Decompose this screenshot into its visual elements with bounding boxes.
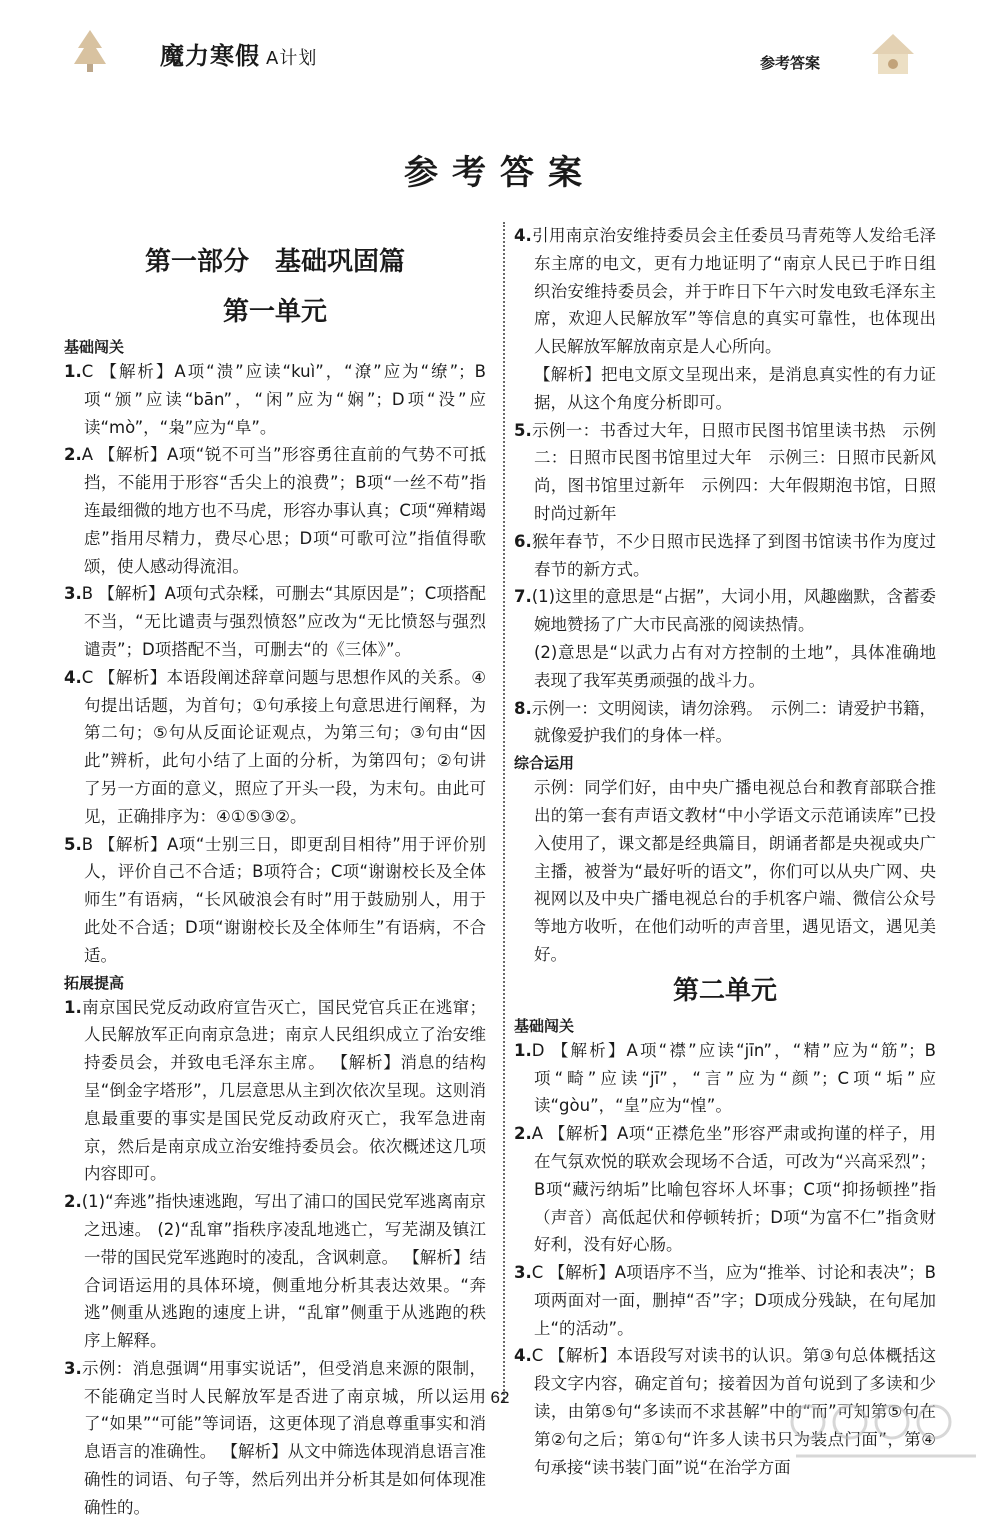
answer-item: 2.A 【解析】A项“锐不可当”形容勇往直前的气势不可抵挡，不能用于形容“舌尖上的浪费”；B项“一丝不苟”指连最细微的地方也不马虎，形容办事认真；C项“殚精竭虑”指用尽精力，费尽心思；D项“可歌可泣”指值得歌颂，使人感动得流泪。	[64, 445, 486, 576]
section-heading: 拓展提高	[64, 973, 125, 992]
house-logo-icon	[868, 30, 918, 82]
answer-list	[64, 994, 486, 1522]
answer-item: 4.引用南京治安维持委员会主任委员马青苑等人发给毛泽东主席的电文，更有力地证明了“南京人民已于昨日组织治安维持委员会，并于昨日下午六时发电致毛泽东主席，欢迎人民解放军”等信息的真实可靠性，也体现出人民解放军解放南京是人心所向。	[514, 226, 936, 357]
answer-item: 1.南京国民党反动政府宣告灭亡，国民党官兵正在逃窜；人民解放军正向南京急进；南京人民组织成立了治安维持委员会，并致电毛泽东主席。 【解析】消息的结构呈“倒金字塔形”，几层意思从主到次依次呈现。这则消息最重要的事实是国民党反动政府灭亡，我军急进南京，然后是南京成立治安维持委员会。依次概述这几项内容即可。	[64, 997, 486, 1184]
column-divider	[503, 222, 505, 1402]
part-title: 第一部分 基础巩固篇	[144, 247, 405, 277]
answer-item: 3.示例：消息强调“用事实说话”，但受消息来源的限制，不能确定当时人民解放军是否进了南京城，所以运用了“如果”“可能”等词语，这更体现了消息尊重事实和消息语言的准确性。 【解析】从文中筛选体现消息语言准确性的词语、句子等，然后列出并分析其是如何体现准确性的。	[64, 1358, 486, 1517]
watermark-logo-icon	[786, 1398, 986, 1468]
brand-title: 魔力寒假 A计划	[160, 42, 318, 70]
answer-list	[514, 222, 936, 750]
answer-item: 3.B 【解析】A项句式杂糅，可删去“其原因是”；C项搭配不当，“无比谴责与强烈愤怒”应改为“无比愤怒与强烈谴责”；D项搭配不当，可删去“的《三体》”。	[64, 584, 486, 659]
answer-item: 1.C 【解析】A项“溃”应读“kuì”，“潦”应为“缭”；B项“颁”应读“bān”，“闲”应为“娴”；D项“没”应读“mò”，“枭”应为“阜”。	[64, 362, 486, 437]
answer-list	[64, 358, 486, 970]
header-section-label: 参考答案	[760, 54, 821, 72]
section-heading: 综合运用	[514, 754, 575, 773]
answer-item: 4.C 【解析】本语段阐述辞章问题与思想作风的关系。④句提出话题，为首句；①句承接上句意思进行阐释，为第二句；⑤句从反面论证观点，为第三句；③句由“因此”辨析，此句小结了上面的分析，为第四句；②句讲了另一方面的意义，照应了开头一段，为末句。由此可见，正确排序为：④①⑤③②。	[64, 667, 486, 826]
tree-logo-icon	[72, 28, 108, 74]
page-number: 62	[490, 1388, 510, 1407]
page-title: 参考答案	[404, 153, 596, 193]
page-header	[0, 0, 1000, 90]
answer-item: 5.示例一：书香过大年，日照市民图书馆里读书热 示例二：日照市民图书馆里过大年 示例三：日照市民新风尚，图书馆里过新年 示例四：大年假期泡书馆，日照时尚过新年	[514, 420, 936, 523]
answer-item: 4.C 【解析】本语段写对读书的认识。第③句总体概括这段文字内容，确定首句；接着因为首句说到了多读和少读，由第⑤句“多读而不求甚解”中的“而”可知第⑤句在第②句之后；第①句“许多人读书只为装点门面”，第④句承接“读书装门面”说“在治学方面	[514, 1346, 936, 1477]
answer-item: 6.猴年春节，不少日照市民选择了到图书馆读书作为度过春节的新方式。	[514, 531, 936, 579]
answer-item: 1.D 【解析】A项“襟”应读“jīn”，“精”应为“筋”；B项“畸”应读“jī”，“言”应为“颜”；C项“垢”应读“gòu”，“皇”应为“惶”。	[514, 1040, 936, 1116]
left-column	[64, 240, 486, 1522]
answer-item: 8.示例一：文明阅读，请勿涂鸦。 示例二：请爱护书籍，就像爱护我们的身体一样。	[514, 698, 936, 746]
right-column	[514, 222, 936, 1481]
answer-item: 3.C 【解析】A项语序不当，应为“推举、讨论和表决”；B项两面对一面，删掉“否”字；D项成分残缺，在句尾加上“的活动”。	[514, 1263, 936, 1338]
section-heading: 基础闯关	[64, 338, 125, 356]
answer-item: 5.B 【解析】A项“士别三日，即更刮目相待”用于评价别人，评价自己不合适；B项符合；C项“谢谢校长及全体师生”有语病，“长风破浪会有时”用于鼓励别人，用于此处不合适；D项“谢谢校长及全体师生”有语病，不合适。	[64, 834, 486, 965]
section-heading: 基础闯关	[514, 1016, 575, 1035]
answer-item: (2)意思是“以武力占有对方控制的土地”，具体准确地表现了我军英勇顽强的战斗力。	[534, 642, 936, 690]
answer-item: 【解析】把电文原文呈现出来，是消息真实性的有力证据，从这个角度分析即可。	[534, 364, 936, 412]
answer-item: 2.A 【解析】A项“正襟危坐”形容严肃或拘谨的样子，用在气氛欢悦的联欢会现场不合适，可改为“兴高采烈”；B项“藏污纳垢”比喻包容坏人坏事；C项“抑扬顿挫”指（声音）高低起伏和停顿转折；D项“为富不仁”指贪财好利，没有好心肠。	[514, 1124, 936, 1255]
unit-title-2: 第二单元	[672, 975, 777, 1006]
unit-title-1: 第一单元	[222, 297, 327, 327]
answer-item: 2.(1)“奔逃”指快速逃跑，写出了浦口的国民党军逃离南京之迅速。 (2)“乱窜”指秩序凌乱地逃亡，写芜湖及镇江一带的国民党军逃跑时的凌乱，含讽刺意。 【解析】结合词语运用的具体环境，侧重地分析其表达效果。“奔逃”侧重从逃跑的速度上讲，“乱窜”侧重于从逃跑的秩序上解释。	[64, 1192, 486, 1351]
answer-paragraph: 示例：同学们好，由中央广播电视总台和教育部联合推出的第一套有声语文教材“中小学语文示范诵读库”已投入使用了，课文都是经典篇目，朗诵者都是央视或央广主播，被誉为“最好听的语文”，你们可以从央广网、央视网以及中央广播电视总台的手机客户端、微信公众号等地方收听，在他们动听的声音里，遇见语文，遇见美好。	[534, 778, 936, 964]
answer-item: 7.(1)这里的意思是“占据”，大词小用，风趣幽默，含蓄委婉地赞扬了广大市民高涨的阅读热情。	[514, 587, 936, 635]
